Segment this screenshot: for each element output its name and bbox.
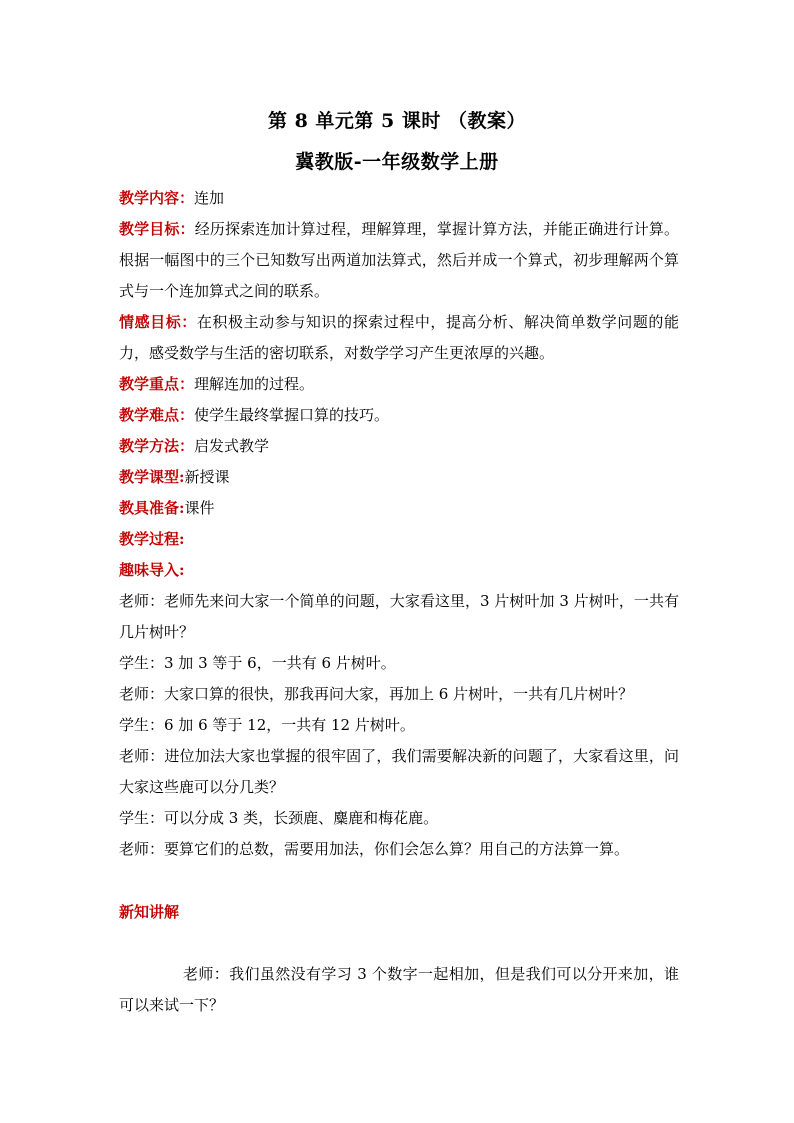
- field-content-value: 连加: [194, 189, 225, 207]
- spacer: [119, 928, 679, 959]
- field-type-label: 教学课型:: [119, 468, 185, 486]
- field-key-value: 理解连加的过程。: [194, 375, 315, 393]
- field-intro: [119, 555, 679, 586]
- field-difficulty-value: 使学生最终掌握口算的技巧。: [194, 406, 390, 424]
- field-intro-label: 趣味导入:: [119, 561, 185, 579]
- lesson-body: [119, 183, 679, 1021]
- new-knowledge-paragraph: 老师：我们虽然没有学习 3 个数字一起相加，但是我们可以分开来加，谁可以来试一下？: [119, 965, 679, 1014]
- field-type-value: 新授课: [184, 468, 230, 486]
- field-content-label: 教学内容：: [119, 189, 195, 207]
- field-key-label: 教学重点：: [119, 375, 195, 393]
- dialogue-line: 学生：3 加 3 等于 6，一共有 6 片树叶。: [119, 654, 396, 672]
- field-goal-label: 教学目标：: [119, 220, 195, 238]
- field-key: [119, 369, 679, 400]
- spacer: [119, 865, 679, 897]
- dialogue-line: 老师：进位加法大家也掌握的很牢固了，我们需要解决新的问题了，大家看这里，问大家这些鹿可以分几类？: [119, 747, 679, 796]
- field-method-value: 启发式教学: [194, 437, 270, 455]
- field-tools-value: 课件: [184, 499, 215, 517]
- field-tools: [119, 493, 679, 524]
- section-new-knowledge: [119, 897, 679, 928]
- field-emotion-value: 在积极主动参与知识的探索过程中，提高分析、解决简单数学问题的能力，感受数学与生活的密切联系，对数学学习产生更浓厚的兴趣。: [119, 313, 679, 362]
- field-type: [119, 462, 679, 493]
- dialogue-line: 学生：可以分成 3 类，长颈鹿、麋鹿和梅花鹿。: [119, 809, 439, 827]
- field-method-label: 教学方法：: [119, 437, 195, 455]
- field-tools-label: 教具准备:: [119, 499, 185, 517]
- field-difficulty: [119, 400, 679, 431]
- dialogue-line: 学生：6 加 6 等于 12，一共有 12 片树叶。: [119, 716, 415, 734]
- field-process: [119, 524, 679, 555]
- document-subtitle: 冀教版-一年级数学上册: [295, 151, 499, 173]
- field-process-label: 教学过程:: [119, 530, 185, 548]
- section-new-knowledge-label: 新知讲解: [119, 903, 180, 921]
- field-emotion: [119, 307, 679, 369]
- field-content: [119, 183, 679, 214]
- field-goal-value: 经历探索连加计算过程，理解算理，掌握计算方法，并能正确进行计算。根据一幅图中的三个已知数写出两道加法算式，然后并成一个算式，初步理解两个算式与一个连加算式之间的联系。: [119, 220, 679, 300]
- field-goal: [119, 214, 679, 307]
- field-emotion-label: 情感目标：: [119, 313, 197, 331]
- field-method: [119, 431, 679, 462]
- document-title: 第 8 单元第 5 课时 （教案）: [267, 110, 526, 132]
- dialogue-line: 老师：老师先来问大家一个简单的问题，大家看这里，3 片树叶加 3 片树叶，一共有几片树叶？: [119, 592, 679, 641]
- field-difficulty-label: 教学难点：: [119, 406, 195, 424]
- dialogue-line: 老师：要算它们的总数，需要用加法，你们会怎么算？用自己的方法算一算。: [119, 840, 630, 858]
- dialogue-line: 老师：大家口算的很快，那我再问大家，再加上 6 片树叶，一共有几片树叶？: [119, 685, 634, 703]
